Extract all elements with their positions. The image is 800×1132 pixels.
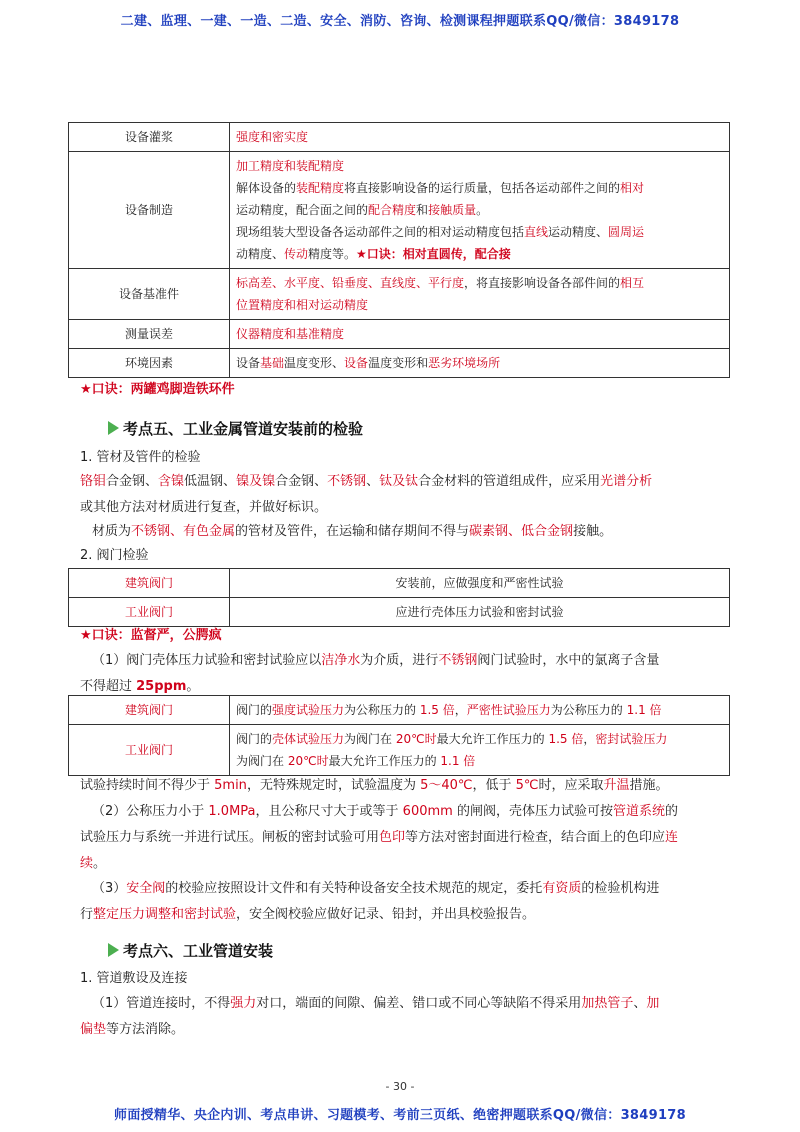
subsection-6-1: 1. 管道敷设及连接 (80, 971, 188, 986)
text: 相对 (620, 181, 645, 195)
text: 动精度、 (236, 247, 285, 261)
paragraph (80, 469, 728, 521)
text: 1.5 倍 (548, 732, 584, 746)
table-row (69, 320, 730, 349)
text: 时，应采取 (538, 778, 604, 793)
table-row (69, 123, 730, 152)
text: 20℃时 (287, 754, 329, 768)
text: 升温 (603, 778, 630, 793)
table-row (69, 696, 730, 725)
section-5-heading (108, 418, 363, 439)
text: 含镍 (158, 474, 185, 489)
text: 低温钢、 (184, 474, 237, 489)
text: 基础 (260, 356, 285, 370)
row-label: 建筑阀门 (69, 569, 230, 598)
text: 的 (664, 804, 678, 819)
text: 5～40℃ (420, 778, 473, 793)
table-row (69, 569, 730, 598)
row-label: 测量误差 (69, 320, 230, 349)
text: 洁净水 (321, 653, 361, 668)
text: 1.1 倍 (440, 754, 476, 768)
row-label: 环境因素 (69, 349, 230, 378)
text: 现场组装大型设备各运动部件之间的相对运动精度包括 (236, 225, 525, 239)
row-value: 仪器精度和基准精度 (230, 320, 730, 349)
text: 加工精度和装配精度 (236, 159, 345, 173)
text: 温度变形和 (368, 356, 429, 370)
table-row (69, 152, 730, 269)
text: 恶劣环境场所 (428, 356, 501, 370)
text: 合金材料的管道组成件，应采用 (418, 474, 601, 489)
subsection-1: 1. 管材及管件的检验 (80, 450, 201, 465)
page-number: - 30 - (385, 1080, 415, 1093)
text: 为公称压力的 (550, 703, 627, 717)
text: 铬钼 (80, 474, 107, 489)
row-value (230, 349, 730, 378)
equipment-factors-table (68, 122, 730, 378)
text: ，低于 (472, 778, 516, 793)
row-label: 设备灌浆 (69, 123, 230, 152)
text: 为公称压力的 (344, 703, 420, 717)
row-value (230, 152, 730, 269)
row-value (230, 725, 730, 776)
text: 设备 (236, 356, 261, 370)
text: 解体设备的 (236, 181, 297, 195)
text: 设备 (344, 356, 369, 370)
text: （1）管道连接时，不得 (92, 996, 231, 1011)
text: 标高差、水平度、铅垂度、直线度、平行度 (236, 276, 465, 290)
text: 为介质，进行 (360, 653, 439, 668)
section-6-title: 考点六、工业管道安装 (123, 942, 274, 960)
text: 、 (633, 996, 647, 1011)
paragraph (80, 991, 728, 1043)
text: 光谱分析 (600, 474, 653, 489)
text: 将直接影响设备的运行质量，包括各运动部件之间的 (344, 181, 621, 195)
table-row (69, 349, 730, 378)
valve-pressure-table (68, 695, 730, 776)
row-label: 设备基准件 (69, 269, 230, 320)
row-value (230, 269, 730, 320)
text: 管道系统 (612, 804, 665, 819)
table-row (69, 725, 730, 776)
text: 的检验机构进 (581, 881, 660, 896)
text: 阀门的 (236, 732, 273, 746)
text: 续 (80, 856, 94, 871)
text: 严密性试验压力 (466, 703, 551, 717)
paragraph (80, 799, 728, 877)
text: ，无特殊规定时，试验温度为 (246, 778, 421, 793)
text: 1.5 倍 (419, 703, 455, 717)
text: 有资质 (542, 881, 582, 896)
row-label: 工业阀门 (69, 598, 230, 627)
subsection-2: 2. 阀门检验 (80, 548, 149, 563)
text: 1.0MPa (208, 804, 256, 819)
text: 色印 (379, 830, 406, 845)
text: 试验压力与系统一并进行试压。闸板的密封试验可用 (80, 830, 380, 845)
text: 。 (476, 203, 489, 217)
text: 600mm (402, 804, 453, 819)
text: 加 (646, 996, 660, 1011)
text: 安全阀 (126, 881, 166, 896)
paragraph (80, 876, 728, 928)
text: 合金钢、 (275, 474, 328, 489)
text: 等方法对密封面进行检查，结合面上的色印应 (405, 830, 666, 845)
text: 试验持续时间不得少于 (80, 778, 215, 793)
text: ，将直接影响设备各部件间的 (464, 276, 621, 290)
text: （1）阀门壳体压力试验和密封试验应以 (92, 653, 322, 668)
text: 的校验应按照设计文件和有关特种设备安全技术规范的规定，委托 (165, 881, 543, 896)
text: 直线 (524, 225, 549, 239)
top-banner: 二建、监理、一建、一造、二造、安全、消防、咨询、检测课程押题联系QQ/微信：3849178 (120, 14, 680, 29)
paragraph (80, 648, 728, 700)
valve-test-table (68, 568, 730, 627)
text: 等方法消除。 (106, 1022, 185, 1037)
text: 精度等。 (308, 247, 357, 261)
text: 、 (366, 474, 380, 489)
bottom-banner: 师面授精华、央企内训、考点串讲、习题模考、考前三页纸、绝密押题联系QQ/微信：3849178 (114, 1108, 686, 1123)
text: 不得超过 (80, 679, 137, 694)
text: 或其他方法对材质进行复查，并做好标识。 (80, 500, 328, 515)
text: （3） (92, 881, 127, 896)
paragraph (80, 519, 728, 545)
text: 镍及镍 (236, 474, 276, 489)
text: 强力 (230, 996, 257, 1011)
text: 温度变形、 (284, 356, 345, 370)
text: 20℃时 (395, 732, 437, 746)
text: 。 (93, 856, 107, 871)
mnemonic-2: ★口诀：监督严，公腭疯 (80, 628, 222, 643)
text: 接触。 (573, 524, 613, 539)
text: 为阀门在 (236, 754, 288, 768)
text: 阀门的 (236, 703, 273, 717)
text: 连 (665, 830, 679, 845)
text: 接触质量 (428, 203, 477, 217)
text: 措施。 (629, 778, 669, 793)
text: 相互 (620, 276, 645, 290)
text: 为阀门在 (344, 732, 396, 746)
text: 运动精度、 (548, 225, 609, 239)
text: ，配合面之间的 (284, 203, 369, 217)
text: 运动精度 (236, 203, 285, 217)
text: 行 (80, 907, 94, 922)
text: ，且公称尺寸大于或等于 (255, 804, 403, 819)
text: ，安全阀校验应做好记录、铅封，并出具校验报告。 (236, 907, 536, 922)
text: 壳体试验压力 (272, 732, 345, 746)
text: 整定压力调整和密封试验 (93, 907, 237, 922)
text: 的闸阀，壳体压力试验可按 (452, 804, 613, 819)
text: 5min (214, 778, 247, 793)
text: 不锈钢 (327, 474, 367, 489)
row-label: 工业阀门 (69, 725, 230, 776)
row-label: 设备制造 (69, 152, 230, 269)
mnemonic: ★口诀：相对直圆传，配合接 (356, 247, 511, 261)
text: 装配精度 (296, 181, 345, 195)
text: 不锈钢 (438, 653, 478, 668)
text: 和 (416, 203, 429, 217)
row-value: 应进行壳体压力试验和密封试验 (230, 598, 730, 627)
text: ， (454, 703, 467, 717)
text: ， (583, 732, 596, 746)
mnemonic-1: ★口诀：两罐鸡脚造铁环件 (80, 382, 235, 397)
text: 对口，端面的间隙、偏差、错口或不同心等缺陷不得采用 (256, 996, 582, 1011)
text: 密封试验压力 (595, 732, 668, 746)
text: 偏垫 (80, 1022, 107, 1037)
text: 碳素钢、低合金钢 (469, 524, 574, 539)
text: 最大允许工作压力的 (328, 754, 441, 768)
text: 5℃ (515, 778, 539, 793)
text: 传动 (284, 247, 309, 261)
text: 的管材及管件，在运输和储存期间不得与 (235, 524, 470, 539)
triangle-icon (108, 943, 119, 957)
text: 不锈钢、有色金属 (131, 524, 236, 539)
text: 最大允许工作压力的 (436, 732, 549, 746)
text: 1.1 倍 (626, 703, 662, 717)
paragraph (80, 773, 728, 799)
text: 。 (186, 679, 200, 694)
section-5-title: 考点五、工业金属管道安装前的检验 (123, 420, 364, 438)
row-value: 强度和密实度 (230, 123, 730, 152)
text: 强度试验压力 (272, 703, 345, 717)
text: 阀门试验时，水中的氯离子含量 (477, 653, 660, 668)
text: 钛及钛 (379, 474, 419, 489)
text: 配合精度 (368, 203, 417, 217)
text: 圆周运 (608, 225, 645, 239)
table-row (69, 269, 730, 320)
text: 合金钢、 (106, 474, 159, 489)
section-6-heading (108, 940, 273, 961)
row-value: 安装前，应做强度和严密性试验 (230, 569, 730, 598)
text: 位置精度和相对运动精度 (236, 298, 369, 312)
text: 加热管子 (581, 996, 634, 1011)
text: 25ppm (136, 679, 187, 694)
row-value (230, 696, 730, 725)
text: （2）公称压力小于 (92, 804, 209, 819)
table-row (69, 598, 730, 627)
triangle-icon (108, 421, 119, 435)
text: 材质为 (92, 524, 132, 539)
row-label: 建筑阀门 (69, 696, 230, 725)
